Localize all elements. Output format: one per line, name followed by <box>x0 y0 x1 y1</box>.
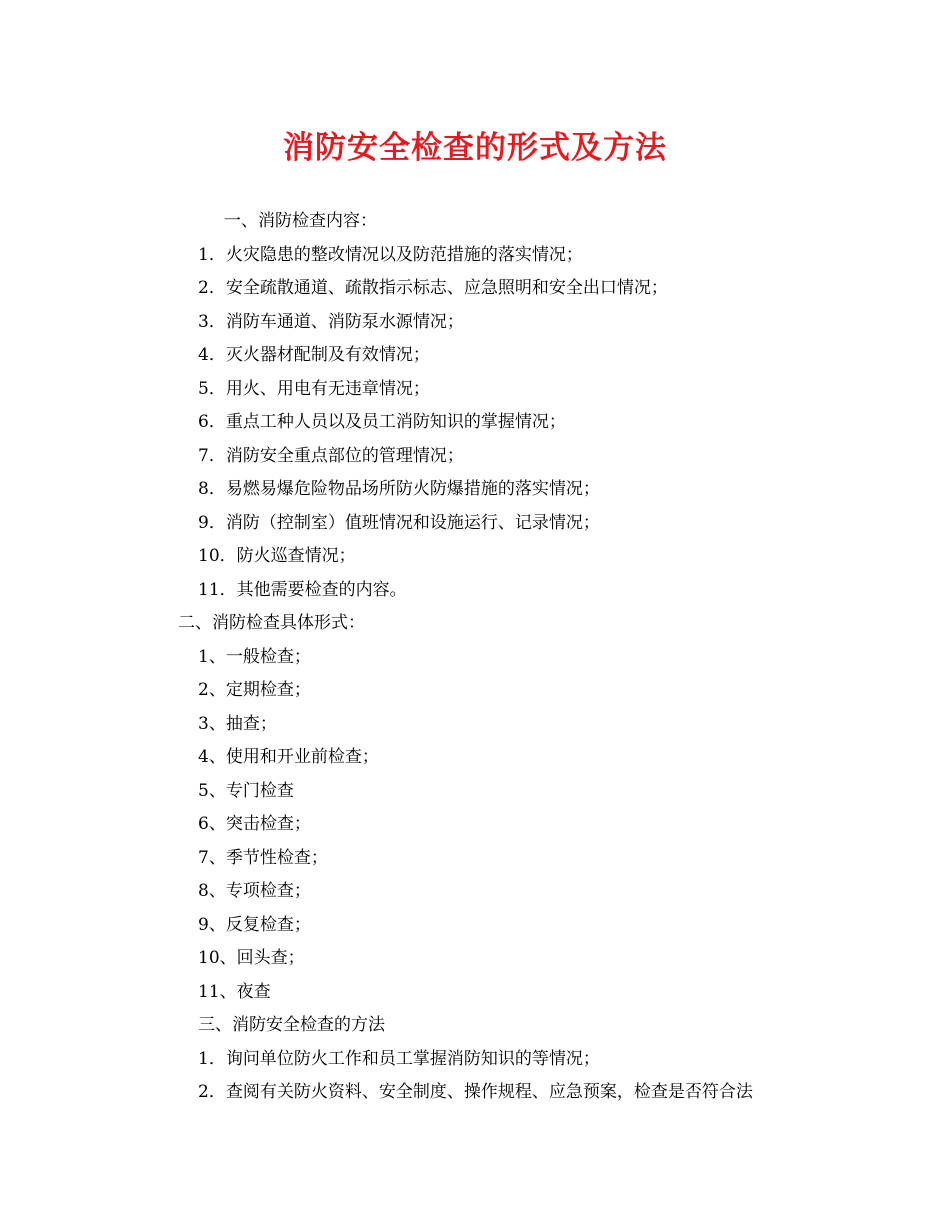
section-2-item: 3、抽查； <box>198 713 277 734</box>
section-2-heading: 二、消防检查具体形式： <box>178 613 365 633</box>
section-2-item: 11、夜查 <box>198 981 271 1002</box>
section-1-item: 2．安全疏散通道、疏散指示标志、应急照明和安全出口情况； <box>198 278 668 298</box>
section-1-item: 3．消防车通道、消防泵水源情况； <box>198 311 464 332</box>
section-2-item: 5、专门检查 <box>198 780 294 801</box>
section-1-item: 11．其他需要检查的内容。 <box>198 579 407 600</box>
section-1-item: 7．消防安全重点部位的管理情况； <box>198 445 464 466</box>
section-2-item: 1、一般检查； <box>198 646 311 667</box>
section-3-item: 2．查阅有关防火资料、安全制度、操作规程、应急预案，检查是否符合法 <box>198 1082 753 1102</box>
section-2-item: 4、使用和开业前检查； <box>198 747 379 767</box>
section-1-item: 9．消防（控制室）值班情况和设施运行、记录情况； <box>198 512 600 533</box>
section-2-item: 7、季节性检查； <box>198 847 328 868</box>
section-1-item: 1．火灾隐患的整改情况以及防范措施的落实情况； <box>198 244 583 265</box>
section-1-item: 10．防火巡查情况； <box>198 546 356 566</box>
section-3-heading: 三、消防安全检查的方法 <box>198 1015 385 1035</box>
document-body <box>0 205 950 1110</box>
section-1-heading: 一、消防检查内容： <box>224 211 377 231</box>
section-1-item: 5．用火、用电有无违章情况； <box>198 378 430 399</box>
section-2-item: 2、定期检查； <box>198 680 311 700</box>
section-1-item: 4．灭火器材配制及有效情况； <box>198 345 430 365</box>
section-2-item: 10、回头查； <box>198 948 305 968</box>
section-2-item: 8、专项检查； <box>198 881 311 901</box>
document-title: 消防安全检查的形式及方法 <box>283 130 667 166</box>
section-1-item: 6．重点工种人员以及员工消防知识的掌握情况； <box>198 412 566 432</box>
section-2-item: 9、反复检查； <box>198 914 311 935</box>
section-3-item: 1．询问单位防火工作和员工掌握消防知识的等情况； <box>198 1048 600 1069</box>
section-1-item: 8．易燃易爆危险物品场所防火防爆措施的落实情况； <box>198 479 600 499</box>
section-2-item: 6、突击检查； <box>198 814 311 834</box>
